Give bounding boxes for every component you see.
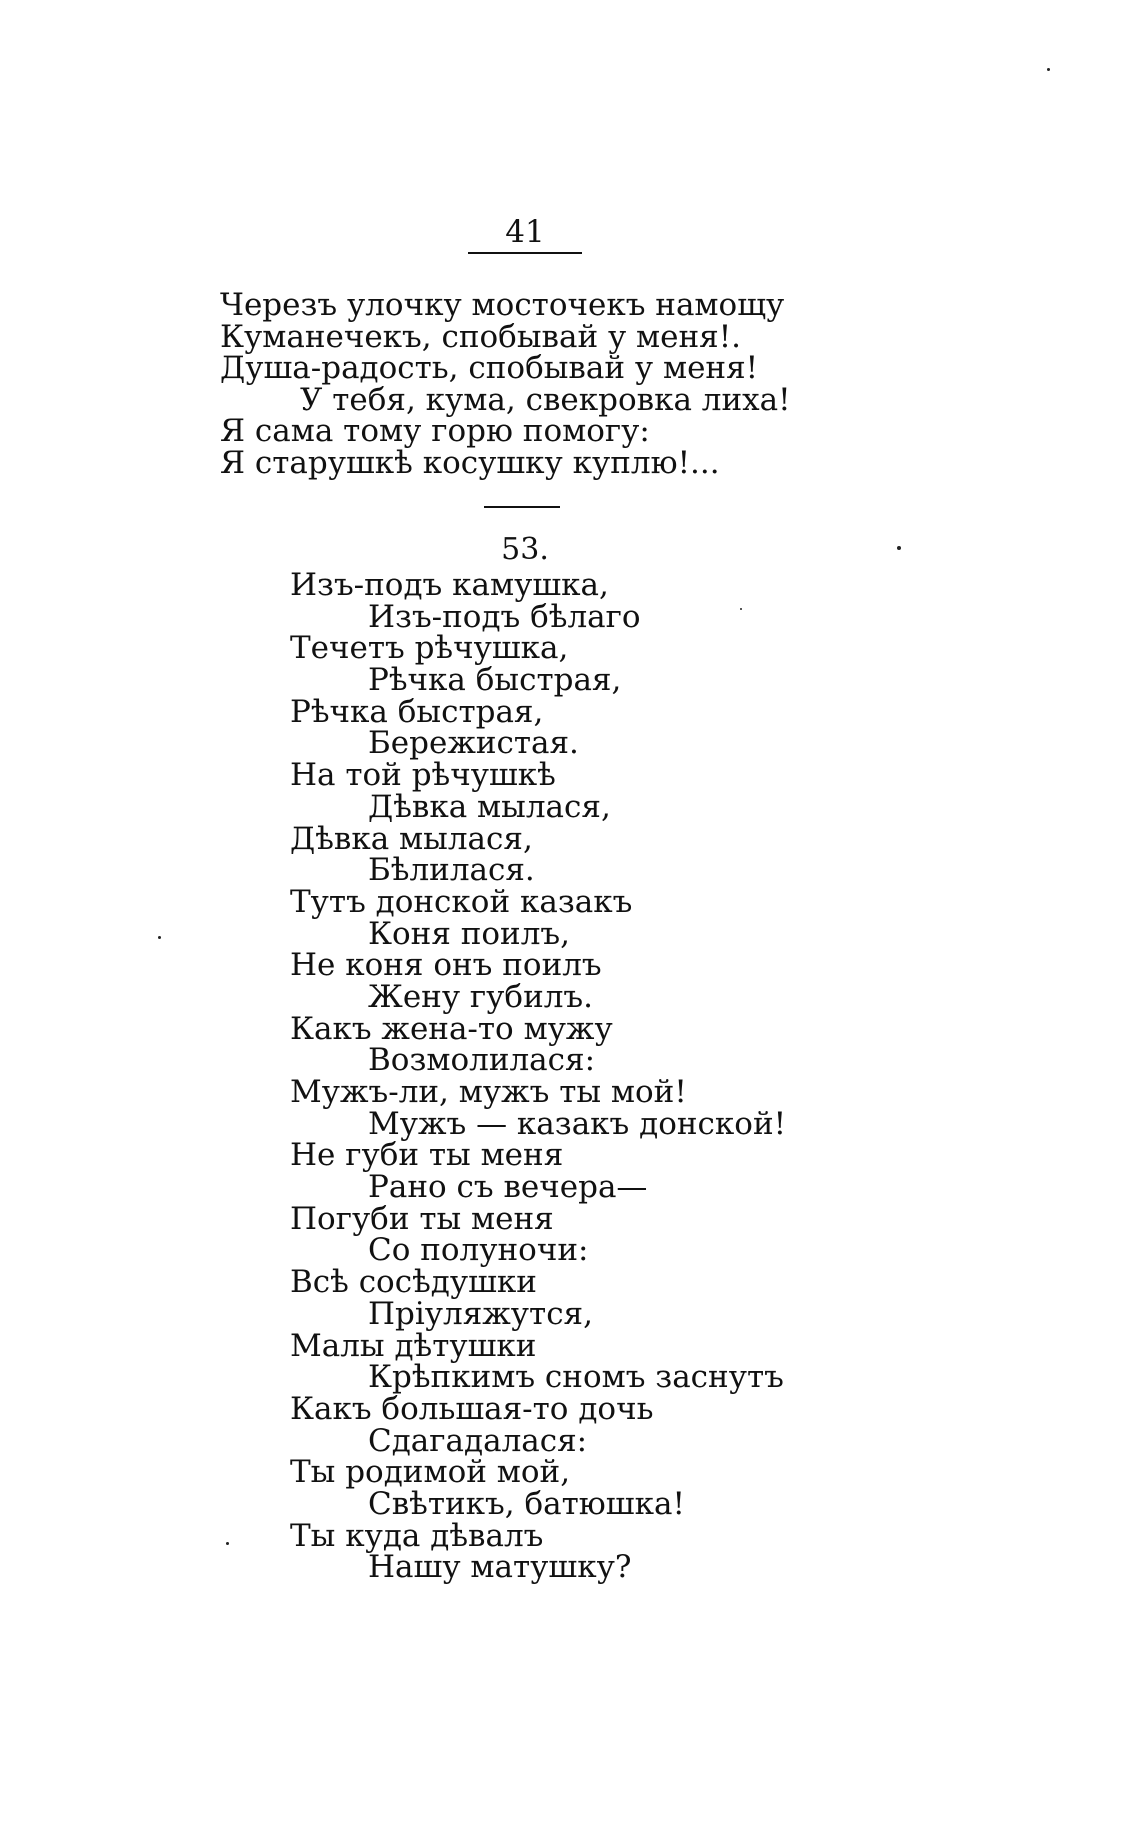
verse-line: Я старушкѣ косушку куплю!... [220,444,720,481]
verse-line: Черезъ улочку мосточекъ намощу [220,287,785,323]
song-line: Сдагадалася: [368,1422,588,1459]
section-divider [484,506,560,508]
song-line: Изъ-подъ бѣлаго [368,598,641,635]
song-line: Рано съ вечера— [368,1169,648,1206]
song-53-verse [290,567,787,1586]
song-line: Ты куда дѣвалъ [290,1517,544,1554]
song-line: Со полуночи: [368,1232,589,1269]
song-line: Малы дѣтушки [290,1327,537,1364]
song-line: Не коня онъ поилъ [290,947,602,984]
song-line: Изъ-подъ камушка, [290,567,609,603]
song-line: Крѣпкимъ сномъ заснутъ [368,1359,784,1396]
page-number-rule [468,252,582,254]
verse-continuation [220,287,791,481]
song-line: Рѣчка быстрая, [290,693,544,730]
song-line: На той рѣчушкѣ [290,757,556,794]
song-line: Возмолилася: [368,1042,596,1079]
song-line: Ты родимой мой, [290,1454,571,1491]
song-line: Какъ большая-то дочь [290,1390,654,1427]
song-line: Рѣчка быстрая, [368,662,622,699]
song-line: Какъ жена-то мужу [290,1010,613,1047]
verse-line: Душа-радость, спобывай у меня! [220,350,759,387]
page-number: 41 [505,214,545,250]
verse-line: Куманечекъ, спобывай у меня!. [220,318,742,355]
song-line: Коня поилъ, [368,915,570,952]
song-line: Бѣлилася. [368,852,535,889]
song-line: Всѣ сосѣдушки [290,1264,537,1301]
print-speck [158,936,161,939]
song-line: Жену губилъ. [368,978,594,1015]
song-line: Течетъ рѣчушка, [290,630,569,667]
print-speck [226,1542,229,1545]
song-line: Свѣтикъ, батюшка! [368,1485,685,1522]
song-line: Дѣвка мылася, [290,820,533,857]
print-speck [897,546,901,550]
song-line: Бережистая. [368,725,579,762]
song-line: Тутъ донской казакъ [290,883,633,920]
print-speck [1047,68,1050,71]
song-number: 53. [501,532,549,567]
print-speck [740,608,742,610]
song-line: Мужъ — казакъ донской! [368,1105,787,1142]
song-line: Погуби ты меня [290,1200,554,1237]
song-line: Мужъ-ли, мужъ ты мой! [290,1074,687,1110]
song-line: Пріуляжутся, [368,1295,593,1332]
verse-line: У тебя, кума, свекровка лиха! [300,381,791,418]
verse-line: Я сама тому горю помогу: [220,413,650,450]
song-line: Нашу матушку? [368,1549,632,1586]
song-line: Дѣвка мылася, [368,788,611,825]
song-line: Не губи ты меня [290,1137,564,1174]
